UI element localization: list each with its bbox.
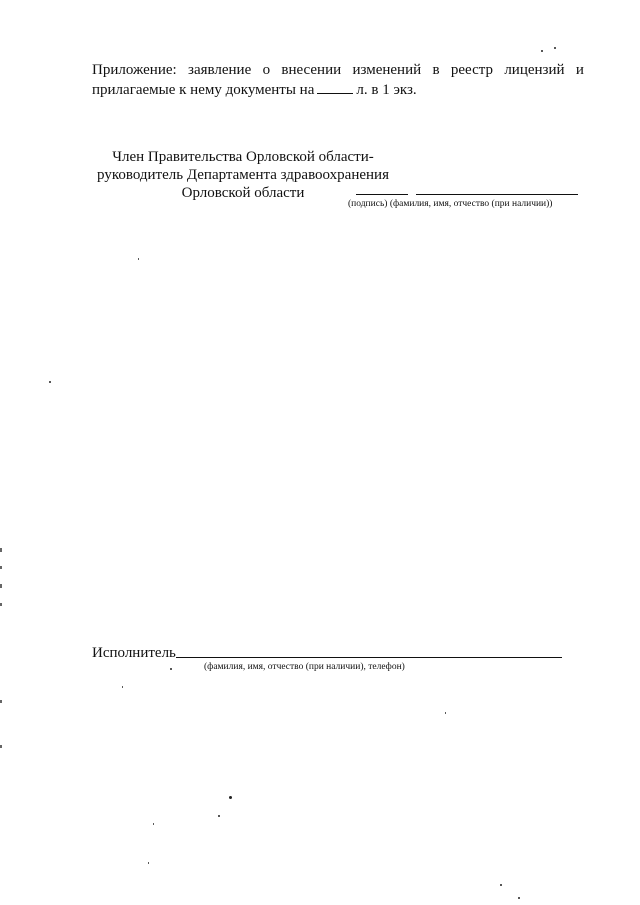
executor-label: Исполнитель <box>92 645 176 661</box>
attachment-word: лицензий <box>504 62 565 78</box>
signer-name-line <box>416 194 578 195</box>
scan-speck <box>554 47 556 49</box>
executor-caption: (фамилия, имя, отчество (при наличии), телефон) <box>204 662 405 672</box>
scan-edge-mark <box>0 700 2 703</box>
scan-edge-mark <box>0 745 2 748</box>
attachment-word: реестр <box>450 62 493 78</box>
attachment-word: в <box>432 62 440 78</box>
signer-line-3: Орловской области <box>181 185 305 201</box>
signature-line <box>356 194 408 195</box>
attachment-line-2-suffix: л. в 1 экз. <box>356 82 417 98</box>
scan-speck <box>518 897 520 899</box>
scan-speck <box>170 668 172 670</box>
signer-title <box>84 148 402 202</box>
signature-caption: (подпись) (фамилия, имя, отчество (при наличии)) <box>348 199 553 209</box>
scan-edge-mark <box>0 584 2 588</box>
scan-speck <box>541 50 543 52</box>
scan-speck <box>148 862 149 864</box>
scan-speck <box>138 258 139 260</box>
attachment-word: внесении <box>281 62 342 78</box>
scan-speck <box>122 686 123 688</box>
attachment-word: заявление <box>188 62 252 78</box>
scan-edge-mark <box>0 566 2 569</box>
attachment-word: и <box>575 62 584 78</box>
scan-speck <box>229 796 232 799</box>
scan-speck <box>49 381 51 383</box>
attachment-paragraph <box>92 60 584 100</box>
scan-speck <box>153 823 154 825</box>
attachment-word: о <box>262 62 271 78</box>
attachment-line-2-prefix: прилагаемые к нему документы на <box>92 82 315 98</box>
scan-edge-mark <box>0 548 2 552</box>
attachment-word: Приложение: <box>92 62 177 78</box>
attachment-line-1 <box>92 60 584 80</box>
page-count-blank <box>317 81 353 94</box>
scan-speck <box>445 712 446 714</box>
scan-speck <box>218 815 220 817</box>
executor-line <box>176 657 562 658</box>
signer-line-2: руководитель Департамента здравоохранения <box>97 167 389 183</box>
signer-line-1: Член Правительства Орловской области- <box>112 149 374 165</box>
attachment-line-2 <box>92 80 584 100</box>
scan-speck <box>500 884 502 886</box>
attachment-word: изменений <box>352 62 422 78</box>
scan-edge-mark <box>0 603 2 606</box>
